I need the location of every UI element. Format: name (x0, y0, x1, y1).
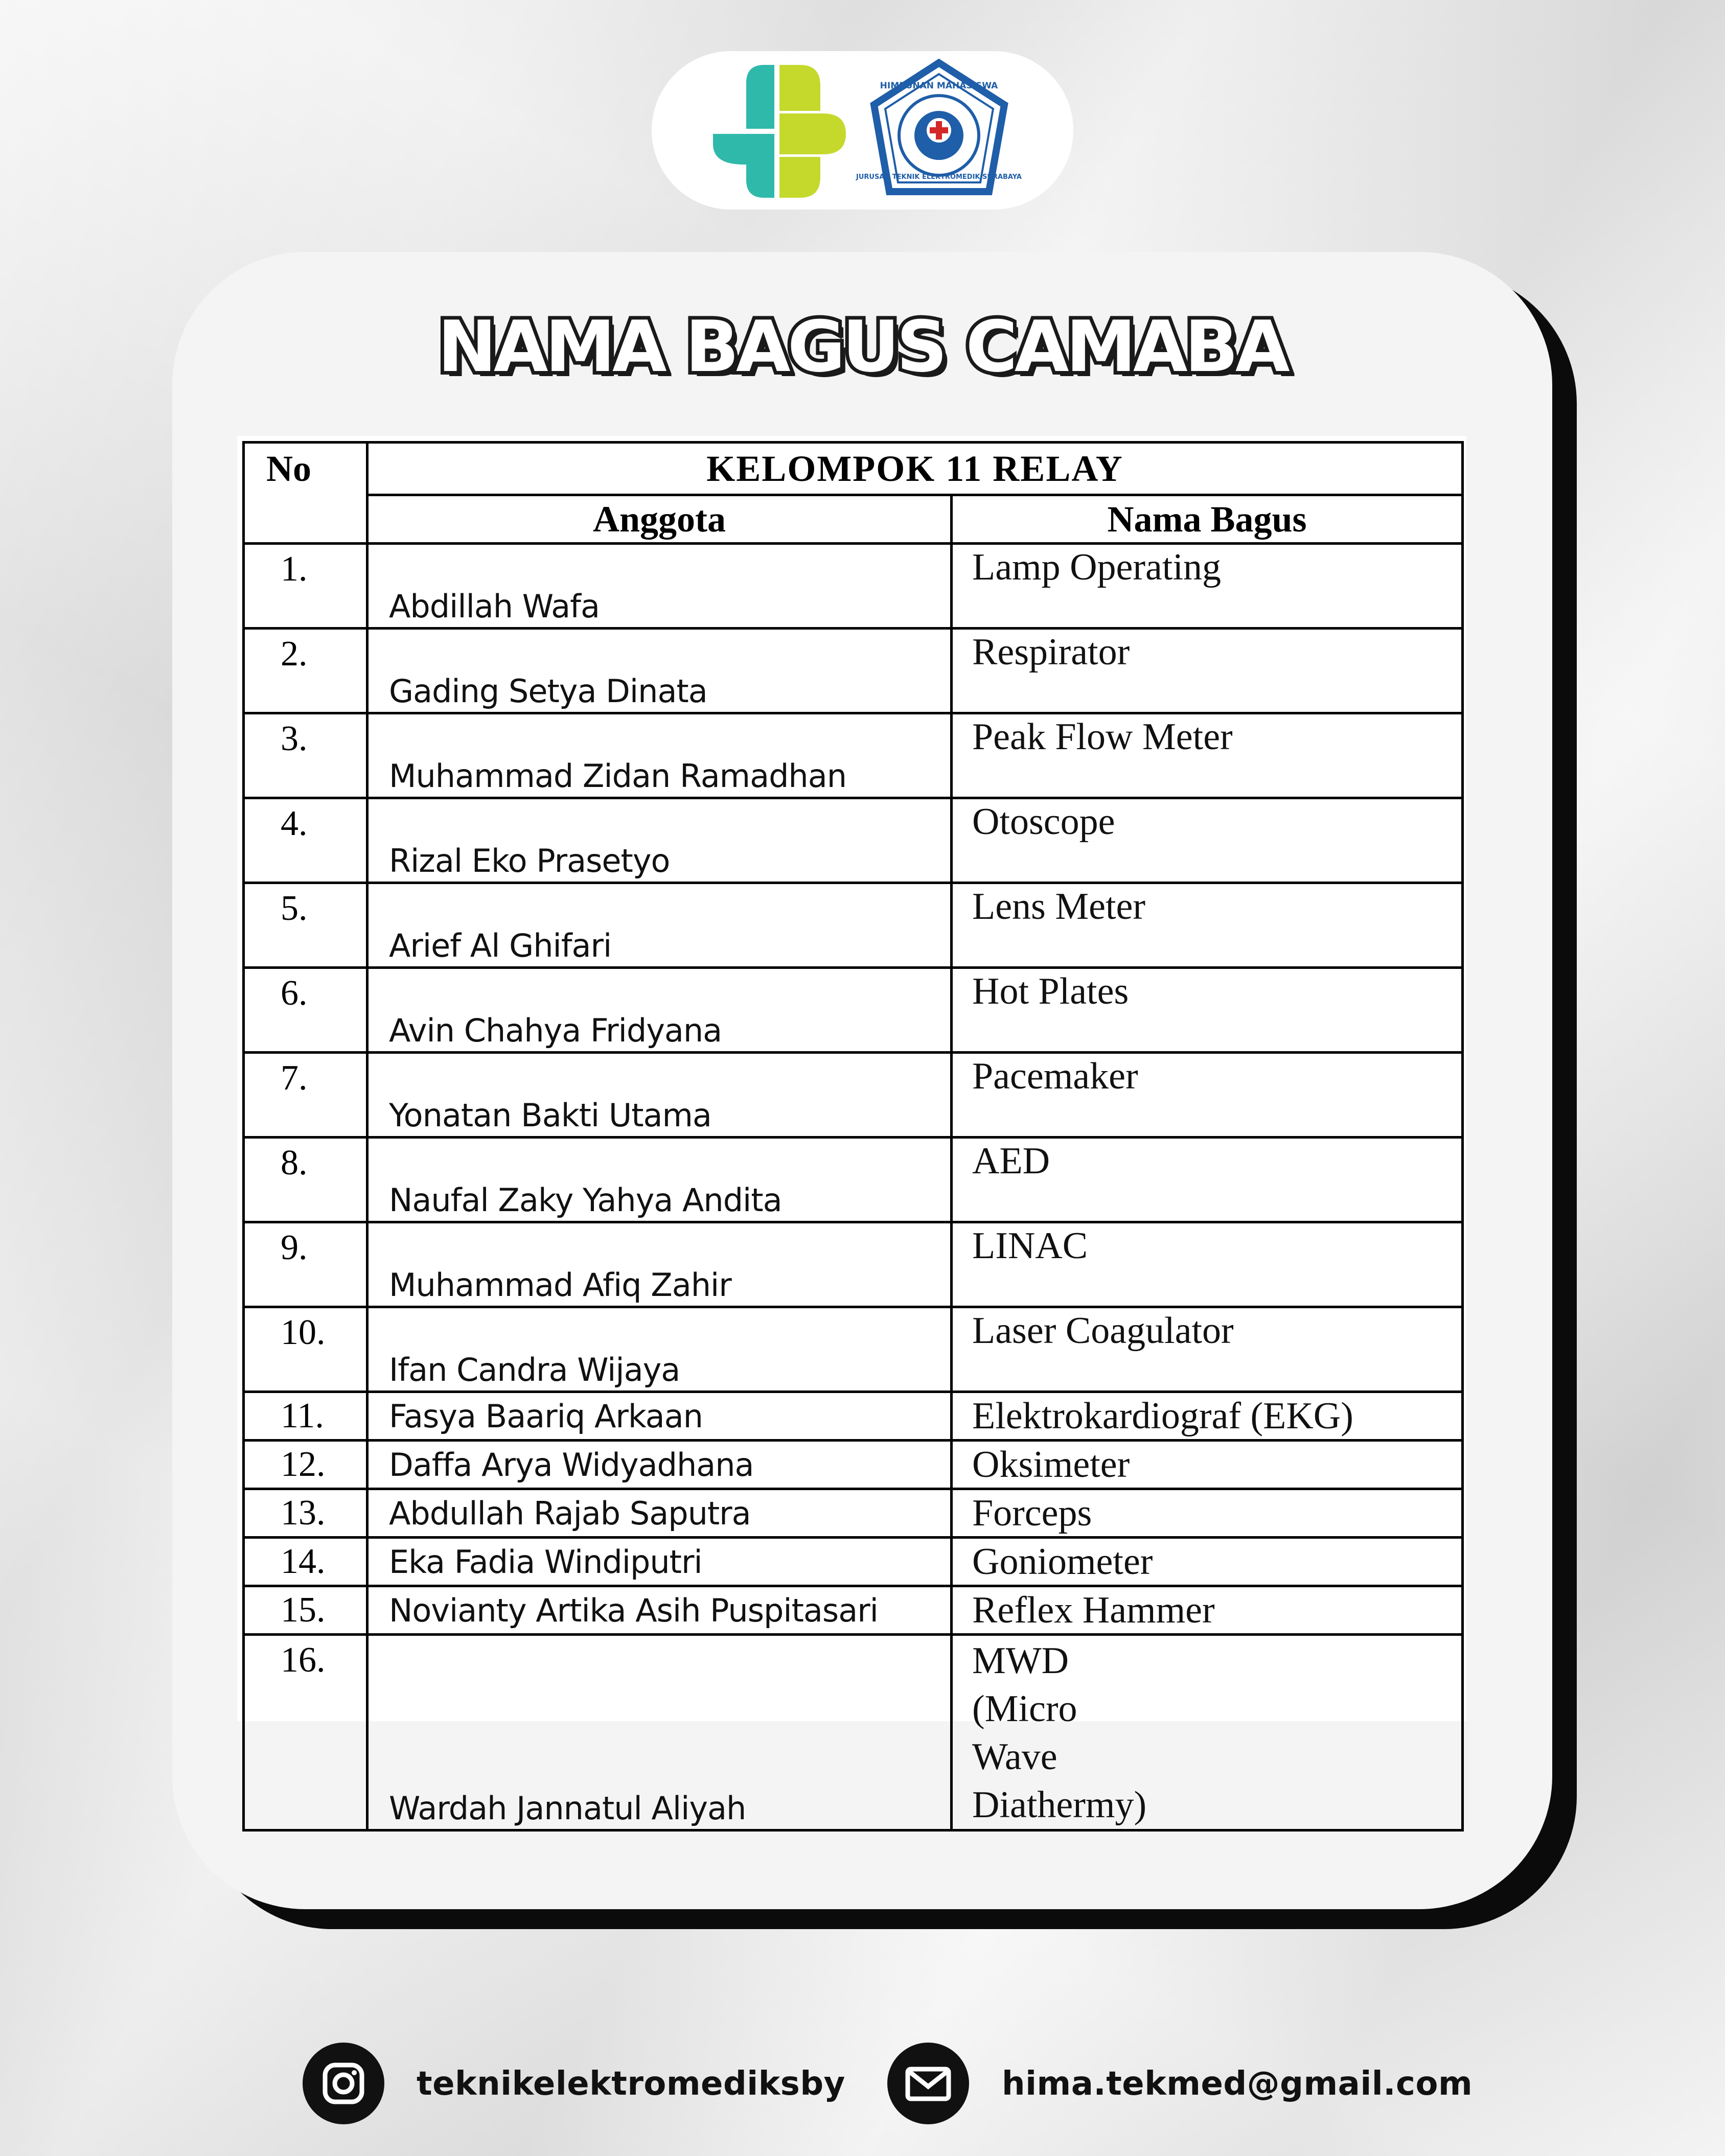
table-row (244, 544, 1463, 629)
row-nama-bagus: Respirator (952, 629, 1463, 713)
table-row (244, 629, 1463, 713)
row-anggota: Fasya Baariq Arkaan (367, 1392, 952, 1441)
table-row (244, 1635, 1463, 1830)
page-title: NAMA BAGUS CAMABA (438, 306, 1287, 388)
row-no: 3. (244, 713, 367, 798)
nama-bagus-word: Wave (972, 1736, 1057, 1778)
row-no: 10. (244, 1307, 367, 1392)
row-no: 13. (244, 1489, 367, 1538)
table-container (237, 436, 1466, 1827)
header-nama-bagus: Nama Bagus (952, 495, 1463, 544)
row-no: 4. (244, 798, 367, 883)
row-anggota: Rizal Eko Prasetyo (367, 798, 952, 883)
instagram-handle[interactable]: teknikelektromediksby (417, 2065, 845, 2103)
row-nama-bagus (952, 1635, 1463, 1830)
table-row (244, 1392, 1463, 1441)
row-anggota: Abdullah Rajab Saputra (367, 1489, 952, 1538)
row-no: 12. (244, 1441, 367, 1489)
row-no: 6. (244, 968, 367, 1053)
row-anggota: Naufal Zaky Yahya Andita (367, 1138, 952, 1222)
row-nama-bagus: Peak Flow Meter (952, 713, 1463, 798)
row-no: 2. (244, 629, 367, 713)
row-nama-bagus: Elektrokardiograf (EKG) (952, 1392, 1463, 1441)
header-no: No (244, 443, 367, 544)
mail-icon (887, 2043, 969, 2124)
table-row (244, 1538, 1463, 1586)
instagram-icon (303, 2043, 384, 2124)
footer (0, 2043, 1725, 2124)
row-nama-bagus: Forceps (952, 1489, 1463, 1538)
table-row (244, 1441, 1463, 1489)
row-anggota: Abdillah Wafa (367, 544, 952, 629)
nama-bagus-line-2: Diathermy) (972, 1784, 1147, 1826)
table-row (244, 1489, 1463, 1538)
table-row (244, 1307, 1463, 1392)
header-group: KELOMPOK 11 RELAY (367, 443, 1463, 495)
row-no: 15. (244, 1586, 367, 1635)
row-anggota: Muhammad Afiq Zahir (367, 1222, 952, 1307)
row-no: 9. (244, 1222, 367, 1307)
row-nama-bagus: AED (952, 1138, 1463, 1222)
row-anggota: Daffa Arya Widyadhana (367, 1441, 952, 1489)
row-anggota: Wardah Jannatul Aliyah (367, 1635, 952, 1830)
row-anggota: Muhammad Zidan Ramadhan (367, 713, 952, 798)
row-anggota: Gading Setya Dinata (367, 629, 952, 713)
row-anggota: Yonatan Bakti Utama (367, 1053, 952, 1138)
table-row (244, 1138, 1463, 1222)
svg-text:HIMPUNAN MAHASISWA: HIMPUNAN MAHASISWA (880, 81, 998, 91)
row-nama-bagus: Laser Coagulator (952, 1307, 1463, 1392)
row-nama-bagus: Lamp Operating (952, 544, 1463, 629)
row-anggota: Eka Fadia Windiputri (367, 1538, 952, 1586)
row-nama-bagus: Otoscope (952, 798, 1463, 883)
row-anggota: Novianty Artika Asih Puspitasari (367, 1586, 952, 1635)
svg-text:JURUSAN TEKNIK ELEKTROMEDIK SU: JURUSAN TEKNIK ELEKTROMEDIK SURABAYA (856, 173, 1022, 181)
content-card (172, 252, 1552, 1909)
logo-pill (652, 51, 1073, 210)
table-row (244, 883, 1463, 968)
members-table (242, 441, 1464, 1832)
hima-logo (856, 59, 1022, 204)
email-address[interactable]: hima.tekmed@gmail.com (1002, 2065, 1473, 2103)
row-nama-bagus: Pacemaker (952, 1053, 1463, 1138)
row-nama-bagus: Reflex Hammer (952, 1586, 1463, 1635)
table-row (244, 1222, 1463, 1307)
nama-bagus-line-1 (972, 1637, 1451, 1781)
row-anggota: Avin Chahya Fridyana (367, 968, 952, 1053)
row-anggota: Arief Al Ghifari (367, 883, 952, 968)
nama-bagus-word: (Micro (972, 1688, 1077, 1730)
row-anggota: Ifan Candra Wijaya (367, 1307, 952, 1392)
table-row (244, 798, 1463, 883)
table-header-row (244, 443, 1463, 495)
row-nama-bagus: Lens Meter (952, 883, 1463, 968)
table-subheader-row (244, 495, 1463, 544)
table-row (244, 713, 1463, 798)
table-row (244, 1053, 1463, 1138)
kemenkes-logo (710, 62, 848, 200)
row-nama-bagus: Oksimeter (952, 1441, 1463, 1489)
row-nama-bagus: LINAC (952, 1222, 1463, 1307)
row-no: 8. (244, 1138, 367, 1222)
row-no: 5. (244, 883, 367, 968)
nama-bagus-word: MWD (972, 1640, 1069, 1682)
row-no: 1. (244, 544, 367, 629)
header-anggota: Anggota (367, 495, 952, 544)
row-no: 14. (244, 1538, 367, 1586)
row-no: 7. (244, 1053, 367, 1138)
table-row (244, 1586, 1463, 1635)
table-row (244, 968, 1463, 1053)
row-no: 16. (244, 1635, 367, 1830)
row-nama-bagus: Hot Plates (952, 968, 1463, 1053)
row-no: 11. (244, 1392, 367, 1441)
row-nama-bagus: Goniometer (952, 1538, 1463, 1586)
